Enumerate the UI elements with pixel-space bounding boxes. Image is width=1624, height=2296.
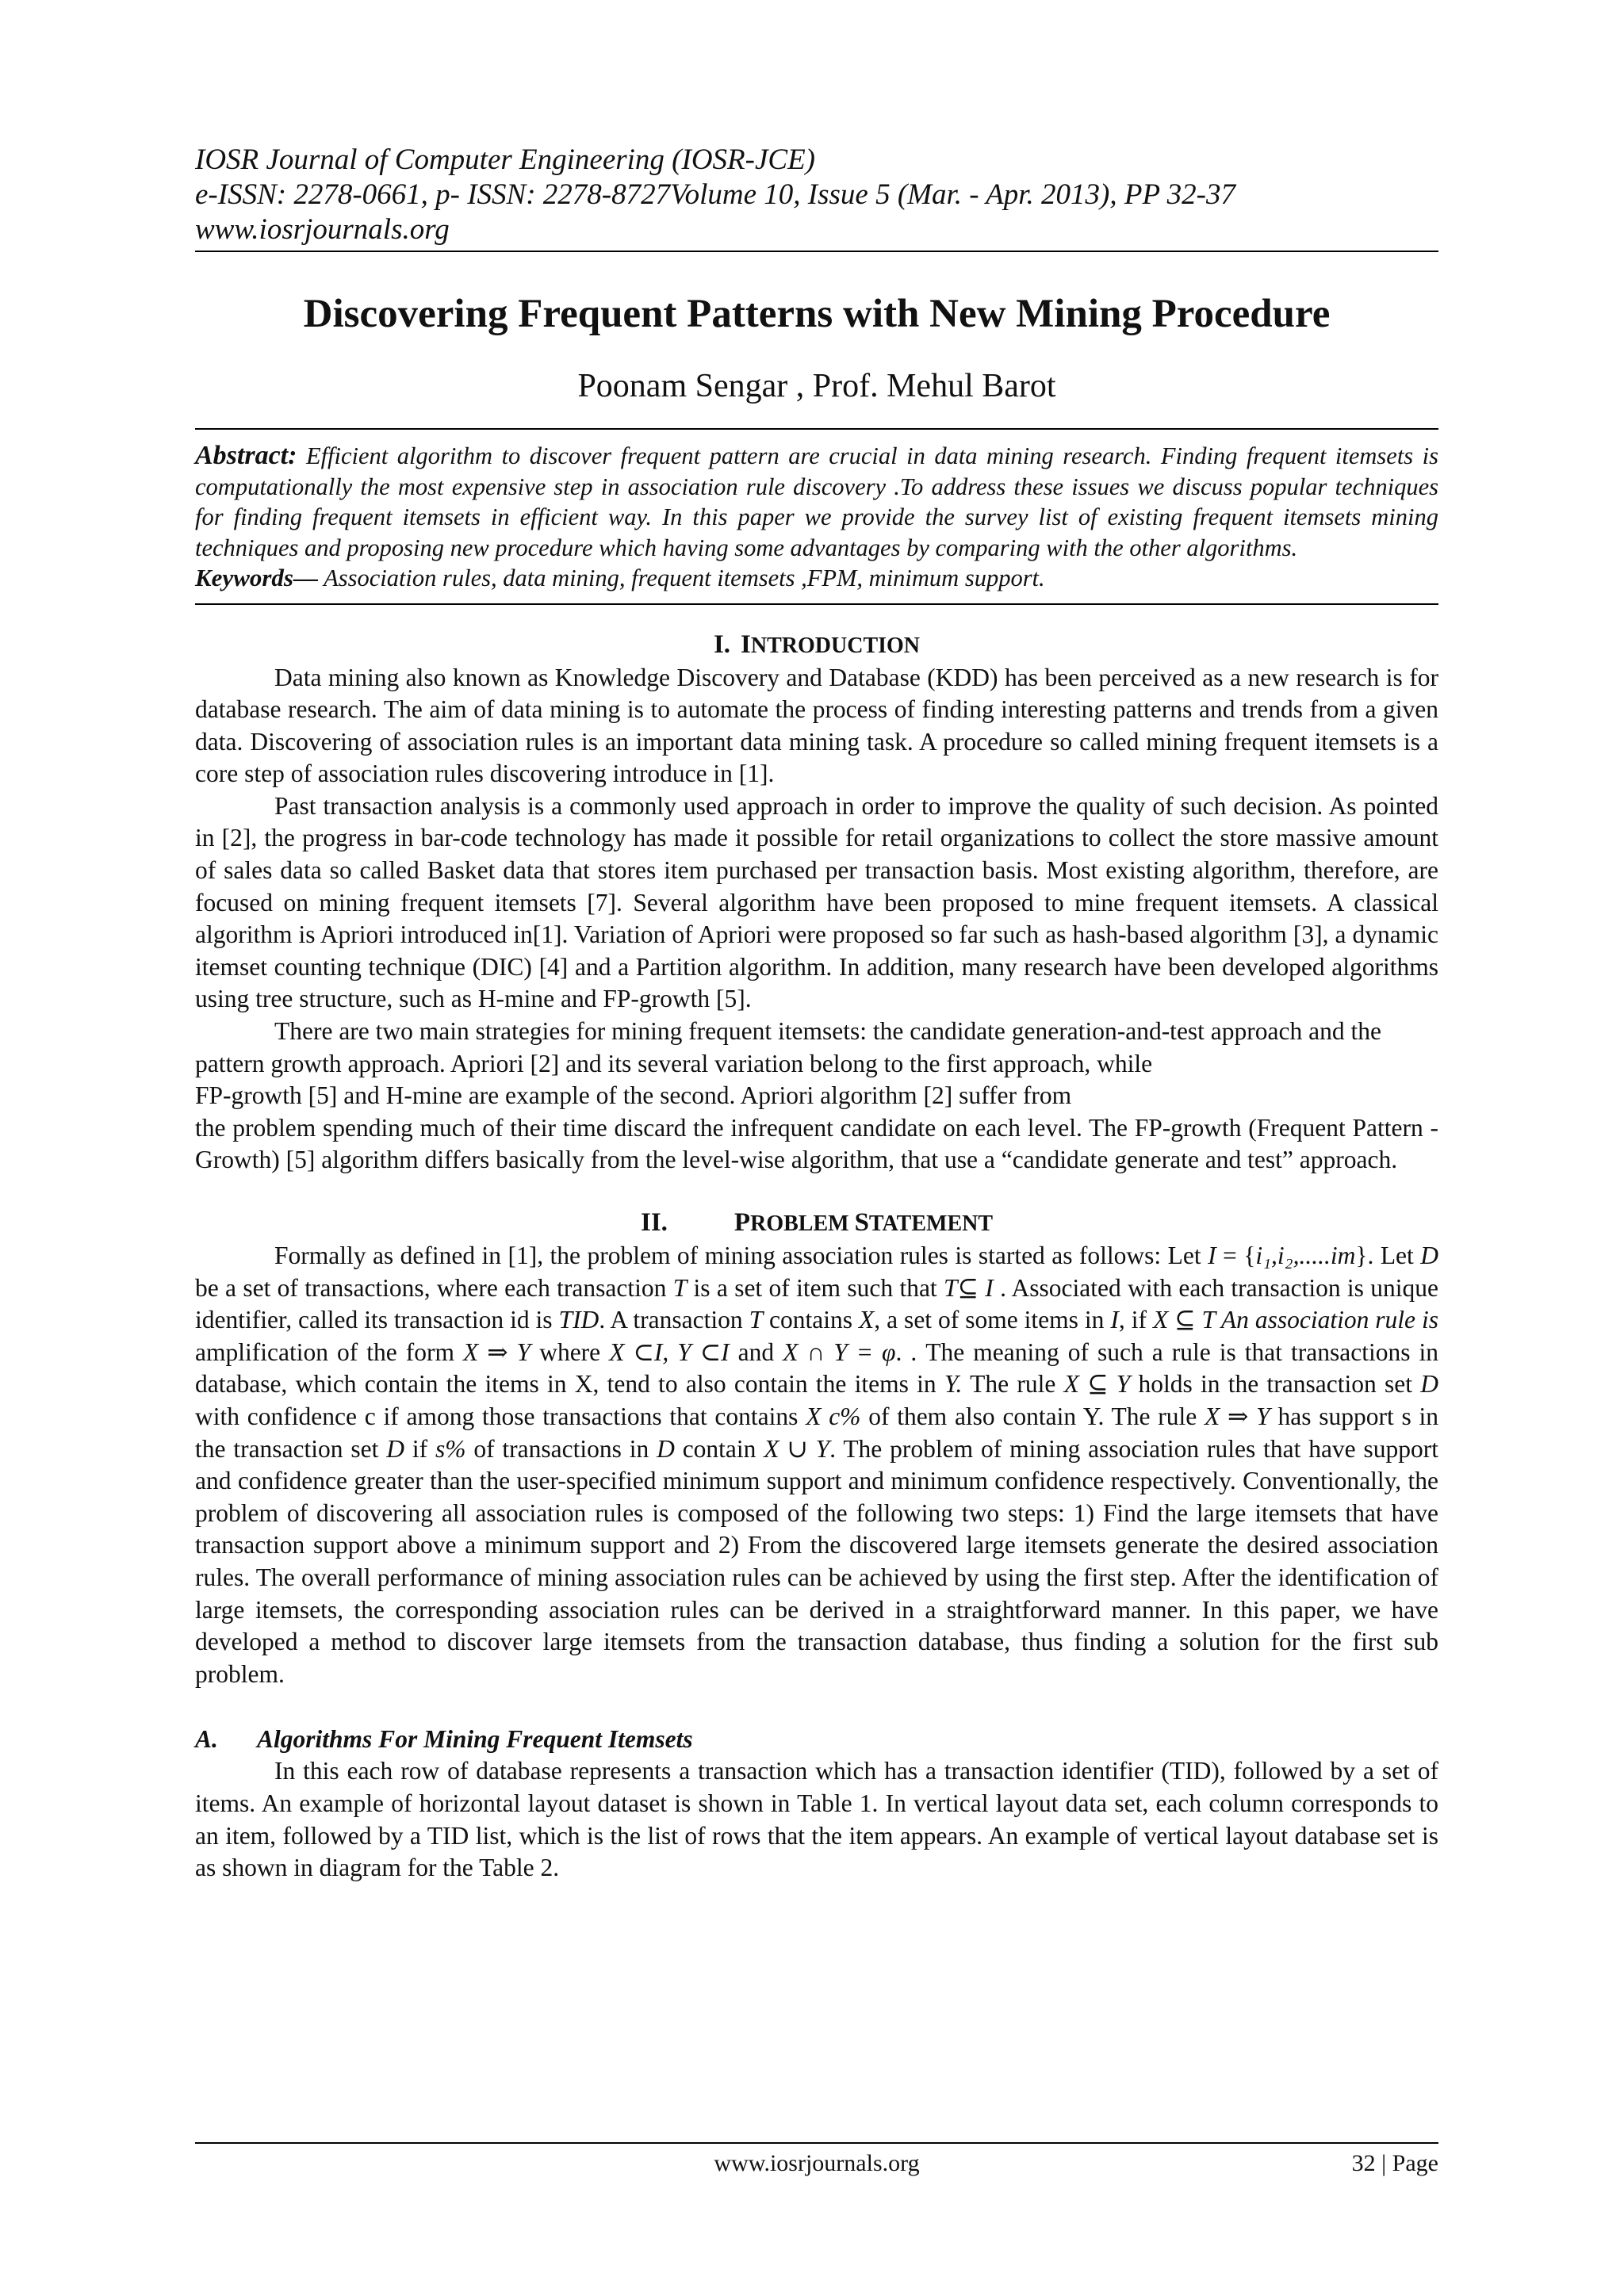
paragraph: Data mining also known as Knowledge Discovery and Database (KDD) has been perceived as a new research is for database research. The aim of data mining is to automate the process of finding interesting patterns and trends from a given data. Discovering of association rules is an important data mining task. A procedure so called mining frequent itemsets is a core step of association rules discovering introduce in [1]. (195, 663, 1438, 788)
abstract-label: Abstract: (195, 441, 297, 470)
section-1-body (195, 662, 1438, 1177)
paragraph: Formally as defined in [1], the problem of mining association rules is started as follows: Let I = {i₁,i₂,.....im}. Let D be a set of transactions, where each transaction T is a set of item such that T⊆ I . Associated with each transaction is unique identifier, called its transaction id is TID. A transaction T contains X, a set of some items in I, if X ⊆ T An association rule is amplification of the form X ⇒ Y where X ⊂I, Y ⊂I and X ∩ Y = φ. . The meaning of such a rule is that transactions in database, which contain the items in X, tend to also contain the items in Y. The rule X ⊆ Y holds in the transaction set D with confidence c if among those transactions that contains X c% of them also contain Y. The rule X ⇒ Y has support s in the transaction set D if s% of transactions in D contain X ∪ Y. The problem of mining association rules that have support and confidence greater than the user-specified minimum support and minimum confidence respectively. Conventionally, the problem of discovering all association rules is composed of the following two steps: 1) Find the large itemsets that have transaction support above a minimum support and 2) From the discovered large itemsets generate the desired association rules. The overall performance of mining association rules can be achieved by using the first step. After the identification of large itemsets, the corresponding association rules can be derived in a straightforward manner. In this paper, we have developed a method to discover large itemsets from the transaction database, thus finding a solution for the first sub problem. (195, 1242, 1439, 1688)
journal-issn: e-ISSN: 2278-0661, p- ISSN: 2278-8727Volume 10, Issue 5 (Mar. - Apr. 2013), PP 32-37 (195, 178, 1235, 211)
footer-page-number: 32 | Page (1351, 2150, 1438, 2176)
section-2-body (195, 1240, 1438, 1690)
page (195, 143, 1438, 1885)
paragraph: the problem spending much of their time discard the infrequent candidate on each level. The FP-growth (Frequent Pattern -Growth) [5] algorithm differs basically from the level-wise algorithm, that use a “candidate generate and test” approach. (195, 1113, 1438, 1174)
footer-website: www.iosrjournals.org (714, 2150, 920, 2176)
paragraph: There are two main strategies for mining frequent itemsets: the candidate generation-and-test approach and the pattern growth approach. Apriori [2] and its several variation belong to the first approach, while (195, 1017, 1381, 1077)
journal-website: www.iosrjournals.org (195, 213, 450, 246)
page-footer (195, 2142, 1438, 2176)
abstract-block (195, 430, 1438, 603)
paragraph: FP-growth [5] and H-mine are example of the second. Apriori algorithm [2] suffer from (195, 1081, 1072, 1110)
abstract-bottom-rule (195, 603, 1438, 605)
keywords-text: Association rules, data mining, frequent itemsets ,FPM, minimum support. (324, 564, 1045, 591)
header-rule (195, 251, 1438, 252)
section-1-heading: I. INTRODUCTION (713, 629, 921, 659)
subsection-a-body (195, 1755, 1438, 1884)
paper-title: Discovering Frequent Patterns with New Mining Procedure (303, 292, 1331, 336)
keywords-label: Keywords— (195, 564, 318, 591)
journal-name: IOSR Journal of Computer Engineering (IOSR-JCE) (195, 144, 815, 176)
paragraph: Past transaction analysis is a commonly used approach in order to improve the quality of such decision. As pointed in [2], the progress in bar-code technology has made it possible for retail organizations to collect the store massive amount of sales data so called Basket data that stores item purchased per transaction basis. Most existing algorithm, therefore, are focused on mining frequent itemsets [7]. Several algorithm have been proposed to mine frequent itemsets. A classical algorithm is Apriori introduced in[1]. Variation of Apriori were proposed so far such as hash-based algorithm [3], a dynamic itemset counting technique (DIC) [4] and a Partition algorithm. In addition, many research have been developed algorithms using tree structure, such as H-mine and FP-growth [5]. (195, 791, 1438, 1013)
paper-authors: Poonam Sengar , Prof. Mehul Barot (577, 368, 1056, 404)
section-2-heading: II. PROBLEM STATEMENT (640, 1208, 994, 1237)
paragraph: In this each row of database represents a transaction which has a transaction identifier (TID), followed by a set of items. An example of horizontal layout dataset is shown in Table 1. In vertical layout data set, each column corresponds to an item, followed by a TID list, which is the list of rows that the item appears. An example of vertical layout database set is as shown in diagram for the Table 2. (195, 1757, 1438, 1882)
journal-header (195, 143, 1438, 247)
subsection-a-heading: A. Algorithms For Mining Frequent Itemsets (195, 1725, 693, 1754)
abstract-text: Efficient algorithm to discover frequent pattern are crucial in data mining research. Finding frequent itemsets is computationally the most expensive step in association rule discovery .To address these issues we discuss popular techniques for finding frequent itemsets in efficient way. In this paper we provide the survey list of existing frequent itemsets mining techniques and proposing new procedure which having some advantages by comparing with the other algorithms. (195, 442, 1439, 561)
